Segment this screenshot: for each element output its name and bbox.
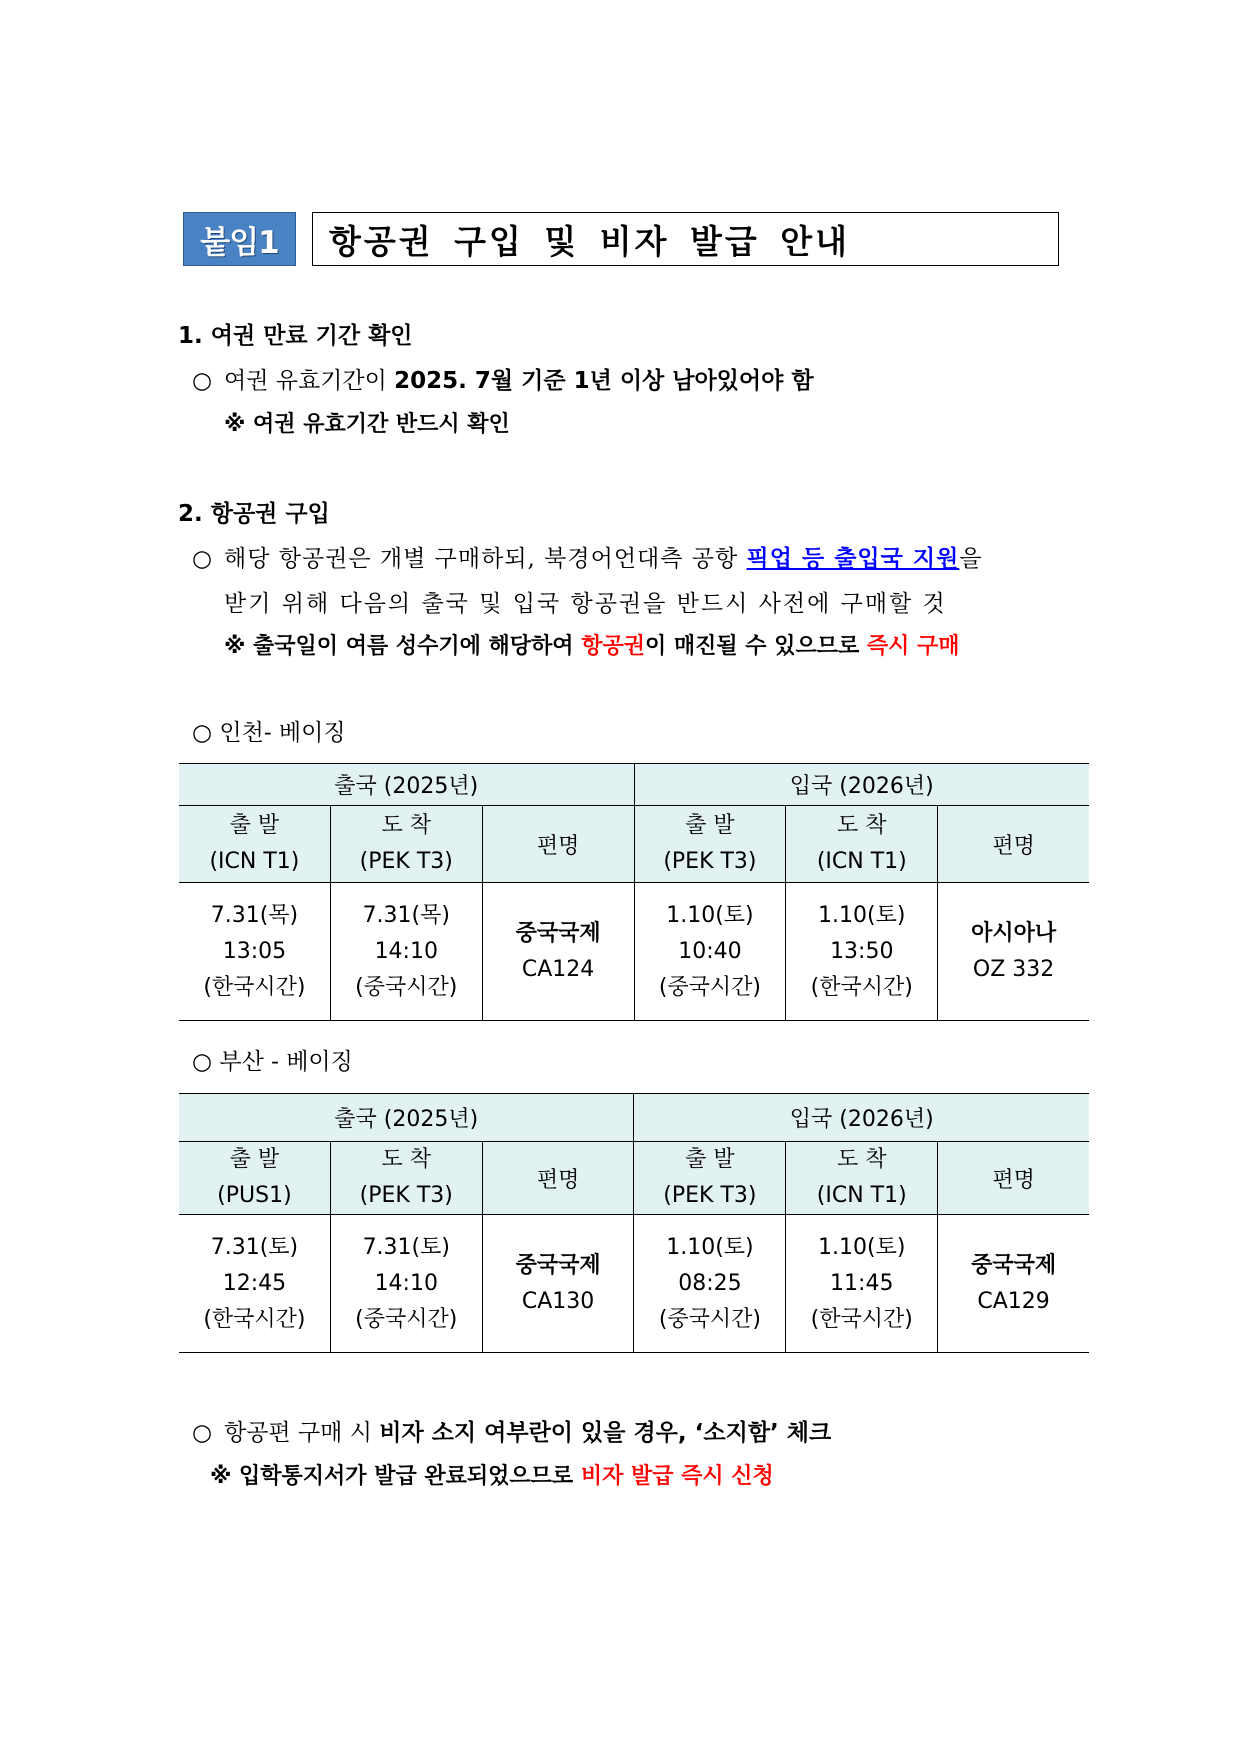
route1-flight-table (179, 763, 1089, 1021)
page-title: 항공권 구입 및 비자 발급 안내 (312, 212, 1059, 266)
cell-ret-to: 1.10(토) 13:50 (한국시간) (786, 883, 938, 1021)
section2-bullet-line2: 받기 위해 다음의 출국 및 입국 항공권을 반드시 사전에 구매할 것 (224, 591, 947, 617)
col-dep-flight: 편명 (482, 1142, 634, 1215)
bullet-marker: ○ (192, 546, 214, 572)
section1-note: ※ 여권 유효기간 반드시 확인 (224, 412, 510, 437)
bullet-text: 항공편 구매 시 (224, 1420, 380, 1446)
col-dep-to: 도 착 (PEK T3) (330, 806, 482, 883)
cell-dep-from: 7.31(목) 13:05 (한국시간) (179, 883, 330, 1021)
route2-label: ○ 부산 - 베이징 (192, 1049, 353, 1075)
section2-note (224, 629, 960, 660)
bullet-text-end: 을 (959, 546, 983, 572)
section3-bullet (192, 1414, 831, 1447)
bullet-marker: ○ (192, 368, 213, 394)
departure-group-header: 출국 (2025년) (179, 1094, 634, 1142)
col-dep-from: 출 발 (PUS1) (179, 1142, 330, 1215)
section2-heading: 2. 항공권 구입 (178, 501, 330, 527)
route1-label: ○ 인천- 베이징 (192, 720, 346, 746)
cell-ret-flight: 아시아나 OZ 332 (938, 883, 1089, 1021)
attachment-badge: 붙임1 (183, 212, 296, 266)
cell-dep-to: 7.31(목) 14:10 (중국시간) (330, 883, 482, 1021)
col-ret-from: 출 발 (PEK T3) (634, 1142, 786, 1215)
col-ret-flight: 편명 (938, 806, 1089, 883)
bullet-text: 여권 유효기간이 (224, 368, 387, 394)
cell-ret-flight: 중국국제 CA129 (938, 1215, 1089, 1353)
cell-dep-from: 7.31(토) 12:45 (한국시간) (179, 1215, 330, 1353)
note-red-ticket: 항공권 (581, 634, 645, 659)
col-dep-from: 출 발 (ICN T1) (179, 806, 330, 883)
note-text: ※ 출국일이 여름 성수기에 해당하여 (224, 634, 582, 659)
return-group-header: 입국 (2026년) (634, 764, 1089, 806)
section2-bullet-line1 (192, 540, 983, 573)
cell-ret-to: 1.10(토) 11:45 (한국시간) (786, 1215, 938, 1353)
col-ret-to: 도 착 (ICN T1) (786, 806, 938, 883)
bullet-marker: ○ (192, 1420, 213, 1446)
bullet-text: 해당 항공권은 개별 구매하되, 북경어언대측 공항 (224, 546, 747, 572)
cell-dep-flight: 중국국제 CA130 (482, 1215, 634, 1353)
table-row (179, 883, 1089, 1021)
return-group-header: 입국 (2026년) (634, 1094, 1089, 1142)
cell-ret-from: 1.10(토) 08:25 (중국시간) (634, 1215, 786, 1353)
col-ret-from: 출 발 (PEK T3) (634, 806, 786, 883)
note-red-visa: 비자 발급 즉시 신청 (580, 1464, 774, 1489)
col-ret-to: 도 착 (ICN T1) (786, 1142, 938, 1215)
cell-dep-to: 7.31(토) 14:10 (중국시간) (330, 1215, 482, 1353)
note-text: ※ 입학통지서가 발급 완료되었으므로 (210, 1464, 581, 1489)
col-dep-to: 도 착 (PEK T3) (330, 1142, 482, 1215)
bullet-bold-text: 2025. 7월 기준 1년 이상 남아있어야 함 (394, 368, 814, 394)
table-row (179, 1215, 1089, 1353)
departure-group-header: 출국 (2025년) (179, 764, 634, 806)
note-text-mid: 이 매진될 수 있으므로 (644, 634, 867, 659)
cell-ret-from: 1.10(토) 10:40 (중국시간) (634, 883, 786, 1021)
cell-dep-flight: 중국국제 CA124 (482, 883, 634, 1021)
note-red-buy-now: 즉시 구매 (866, 634, 960, 659)
pickup-support-link[interactable]: 픽업 등 출입국 지원 (746, 546, 960, 572)
route2-flight-table (179, 1093, 1089, 1353)
bullet-bold-text: 비자 소지 여부란이 있을 경우, ‘소지함’ 체크 (379, 1420, 832, 1446)
section1-heading: 1. 여권 만료 기간 확인 (178, 323, 413, 349)
section1-bullet (192, 362, 814, 395)
section3-note (210, 1459, 774, 1490)
col-ret-flight: 편명 (938, 1142, 1089, 1215)
col-dep-flight: 편명 (482, 806, 634, 883)
